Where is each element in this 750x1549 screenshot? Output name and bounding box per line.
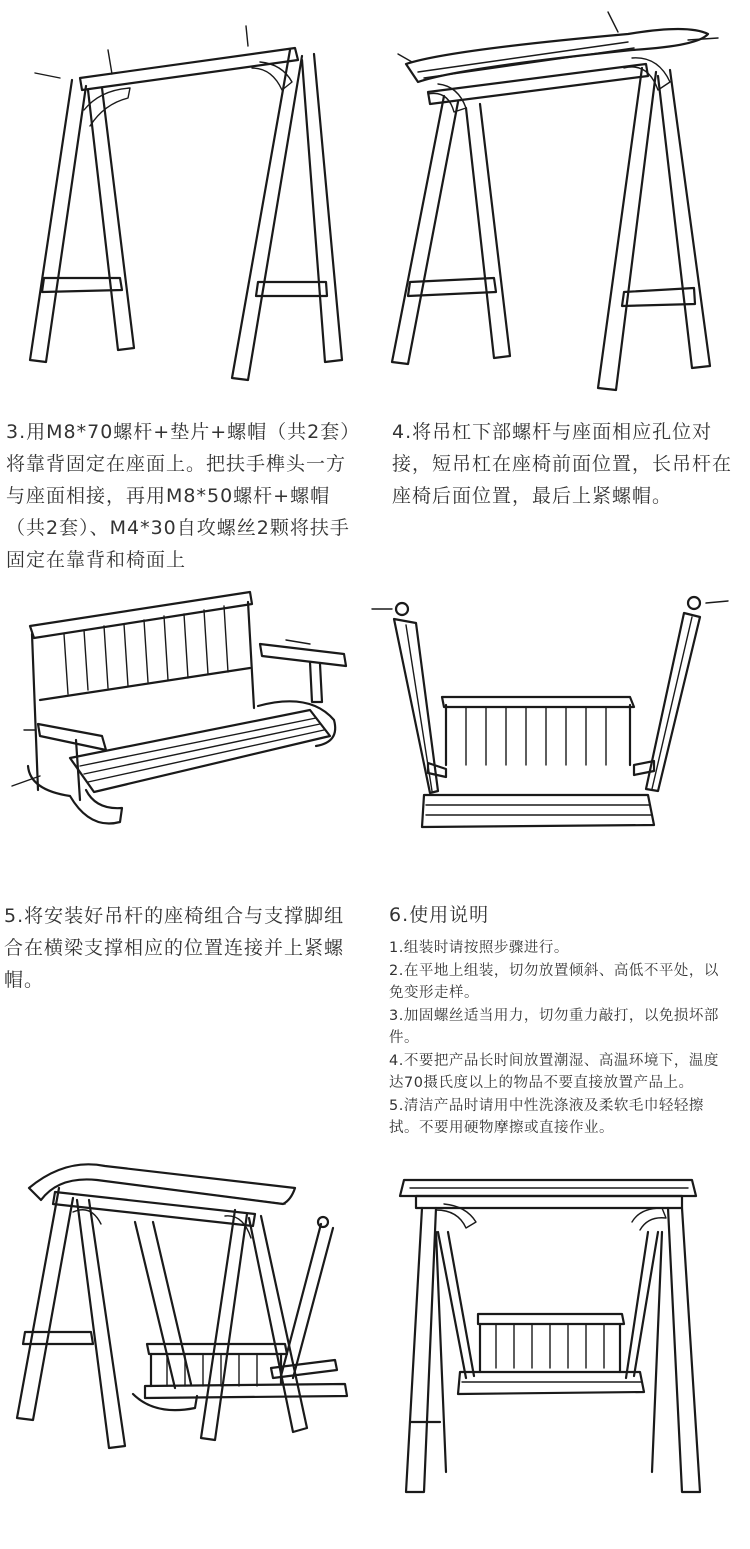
usage-title: 6.使用说明: [389, 904, 490, 926]
usage-list: [389, 937, 729, 1140]
usage-item: 2.在平地上组装，切勿放置倾斜、高低不平处，以免变形走样。: [389, 962, 719, 1001]
bench-hanging-bars-illustration: [372, 595, 732, 840]
step-4-content: 4.将吊杠下部螺杆与座面相应孔位对接，短吊杠在座椅前面位置，长吊杆在座椅后面位置，最后上紧螺帽。: [392, 421, 733, 507]
usage-item: 1.组装时请按照步骤进行。: [389, 940, 569, 956]
step-5-content: 5.将安装好吊杆的座椅组合与支撑脚组合在横梁支撑相应的位置连接并上紧螺帽。: [4, 905, 345, 991]
usage-item: 5.清洁产品时请用中性洗涤液及柔软毛巾轻轻擦拭。不要用硬物摩擦或直接作业。: [389, 1097, 704, 1136]
step-5-text: [4, 900, 356, 1020]
usage-item: 4.不要把产品长时间放置潮湿、高温环境下，温度达70摄氏度以上的物品不要直接放置产品上。: [389, 1052, 719, 1091]
frame-roof-illustration: [388, 12, 728, 390]
bench-assembly-illustration: [10, 590, 355, 850]
step-4-text: [392, 416, 738, 556]
step-3-text: [6, 416, 358, 578]
usage-item: 3.加固螺丝适当用力，切勿重力敲打，以免损坏部件。: [389, 1007, 719, 1046]
step-3-content: 3.用M8*70螺杆+垫片+螺帽（共2套）将靠背固定在座面上。把扶手榫头一方与座面相接，再用M8*50螺杆+螺帽（共2套）、M4*30自攻螺丝2颗将扶手固定在靠背和椅面上: [6, 421, 351, 571]
complete-swing-perspective-illustration: [15, 1158, 360, 1458]
frame-assembly-illustration: [20, 20, 360, 385]
complete-swing-front-illustration: [400, 1172, 710, 1504]
